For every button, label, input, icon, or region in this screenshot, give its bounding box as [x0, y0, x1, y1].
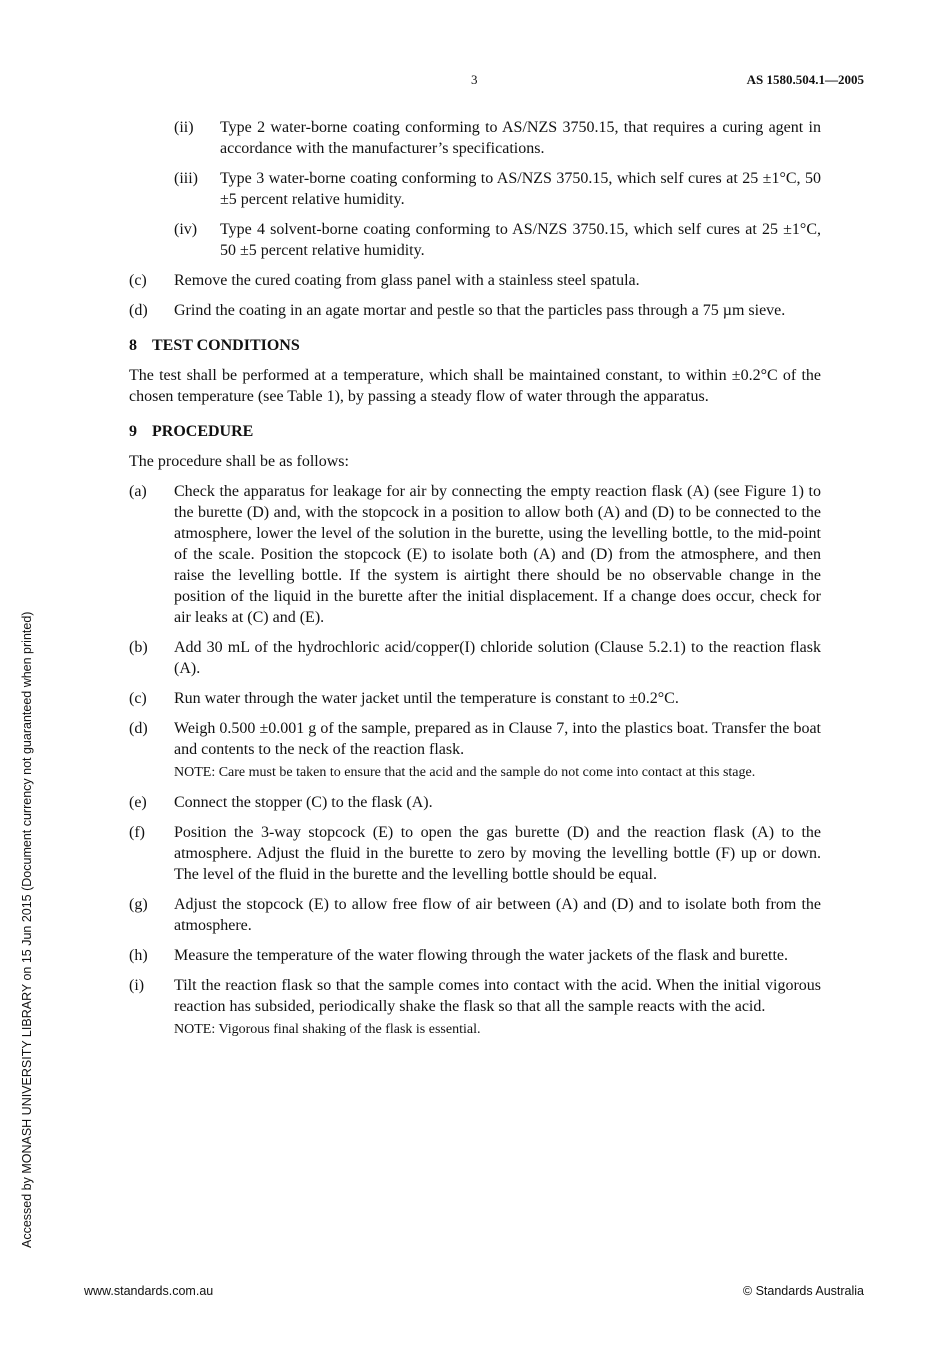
- section-number: 8: [129, 337, 137, 354]
- list-text: Remove the cured coating from glass panel with a stainless steel spatula.: [174, 272, 640, 289]
- list-text: Weigh 0.500 ±0.001 g of the sample, prepared as in Clause 7, into the plastics boat. Transfer the boat and contents to the neck of the reaction flask.: [174, 720, 821, 758]
- list-text: Add 30 mL of the hydrochloric acid/copper(I) chloride solution (Clause 5.2.1) to the reaction flask (A).: [174, 639, 821, 677]
- list-label: (ii): [174, 119, 194, 136]
- list-label: (c): [129, 272, 147, 289]
- procedure-step-g: [129, 894, 821, 936]
- document-body: [129, 117, 821, 1049]
- list-label: (d): [129, 302, 148, 319]
- section-heading-test-conditions: [129, 335, 821, 356]
- list-label: (iii): [174, 170, 198, 187]
- list-text: Type 3 water-borne coating conforming to AS/NZS 3750.15, which self cures at 25 ±1°C, 50 ±5 percent relative humidity.: [220, 170, 821, 208]
- procedure-step-e: [129, 792, 821, 813]
- copyright-notice: © Standards Australia: [742, 1284, 864, 1298]
- list-label: (g): [129, 896, 148, 913]
- page-footer: [0, 1284, 950, 1302]
- procedure-step-a: [129, 481, 821, 628]
- section-paragraph: The test shall be performed at a temperature, which shall be maintained constant, to within ±0.2°C of the chosen temperature (see Table 1), by passing a steady flow of water through the apparatus.: [129, 367, 821, 405]
- section-intro: The procedure shall be as follows:: [129, 453, 349, 470]
- list-text: Grind the coating in an agate mortar and pestle so that the particles pass through a 75 µm sieve.: [174, 302, 786, 319]
- list-text: Type 2 water-borne coating conforming to AS/NZS 3750.15, that requires a curing agent in accordance with the manufacturer’s specifications.: [220, 119, 821, 157]
- procedure-step-h: [129, 945, 821, 966]
- note: NOTE: Vigorous final shaking of the flask is essential.: [174, 1022, 481, 1037]
- page-header: [0, 72, 950, 92]
- procedure-step-c: [129, 688, 821, 709]
- list-label: (iv): [174, 221, 198, 238]
- list-label: (a): [129, 483, 147, 500]
- page-number: 3: [471, 72, 478, 87]
- list-item-ii: [174, 117, 821, 159]
- procedure-step-f: [129, 822, 821, 885]
- section-number: 9: [129, 423, 137, 440]
- section-title: PROCEDURE: [152, 423, 254, 440]
- list-item-iii: [174, 168, 821, 210]
- procedure-step-b: [129, 637, 821, 679]
- list-label: (f): [129, 824, 145, 841]
- procedure-step-i: [129, 975, 821, 1040]
- section-title: TEST CONDITIONS: [152, 337, 300, 354]
- list-item-d: [129, 300, 821, 321]
- list-text: Connect the stopper (C) to the flask (A).: [174, 794, 433, 811]
- list-label: (h): [129, 947, 148, 964]
- list-text: Type 4 solvent-borne coating conforming to AS/NZS 3750.15, which self cures at 25 ±1°C, 50 ±5 percent relative humidity.: [220, 221, 821, 259]
- list-text: Adjust the stopcock (E) to allow free flow of air between (A) and (D) and to isolate both from the atmosphere.: [174, 896, 821, 934]
- document-code: AS 1580.504.1—2005: [746, 72, 864, 87]
- list-label: (e): [129, 794, 147, 811]
- list-text: Tilt the reaction flask so that the sample comes into contact with the acid. When the initial vigorous reaction has subsided, periodically shake the flask so that all the sample reacts with the acid.: [174, 977, 821, 1015]
- list-item-c: [129, 270, 821, 291]
- list-text: Measure the temperature of the water flowing through the water jackets of the flask and burette.: [174, 947, 788, 964]
- list-item-iv: [174, 219, 821, 261]
- list-label: (c): [129, 690, 147, 707]
- list-text: Check the apparatus for leakage for air by connecting the empty reaction flask (A) (see Figure 1) to the burette (D) and, with the stopcock in a position to allow both (A) and (D) to be connected to the atmosphere, lower the level of the solution in the burette, using the levelling bottle, to the mid-point of the scale. Position the stopcock (E) to isolate both (A) and (D) from the atmosphere, and then raise the levelling bottle. If the system is airtight there should be no observable change in the position of the liquid in the burette after the initial displacement. If a change does occur, check for air leaks at (C) and (E).: [174, 483, 821, 626]
- procedure-step-d: [129, 718, 821, 783]
- list-text: Position the 3-way stopcock (E) to open the gas burette (D) and the reaction flask (A) to the atmosphere. Adjust the fluid in the burette to zero by moving the levelling bottle (F) up or down. The level of the fluid in the burette and the levelling bottle should be equal.: [174, 824, 821, 883]
- list-label: (b): [129, 639, 148, 656]
- note: NOTE: Care must be taken to ensure that the acid and the sample do not come into contact at this stage.: [174, 765, 756, 780]
- access-watermark: Accessed by MONASH UNIVERSITY LIBRARY on 15 Jun 2015 (Document currency not guaranteed when printed): [20, 611, 34, 1248]
- list-text: Run water through the water jacket until the temperature is constant to ±0.2°C.: [174, 690, 679, 707]
- list-label: (i): [129, 977, 145, 994]
- list-label: (d): [129, 720, 148, 737]
- section-heading-procedure: [129, 421, 821, 442]
- website-link[interactable]: www.standards.com.au: [84, 1284, 214, 1298]
